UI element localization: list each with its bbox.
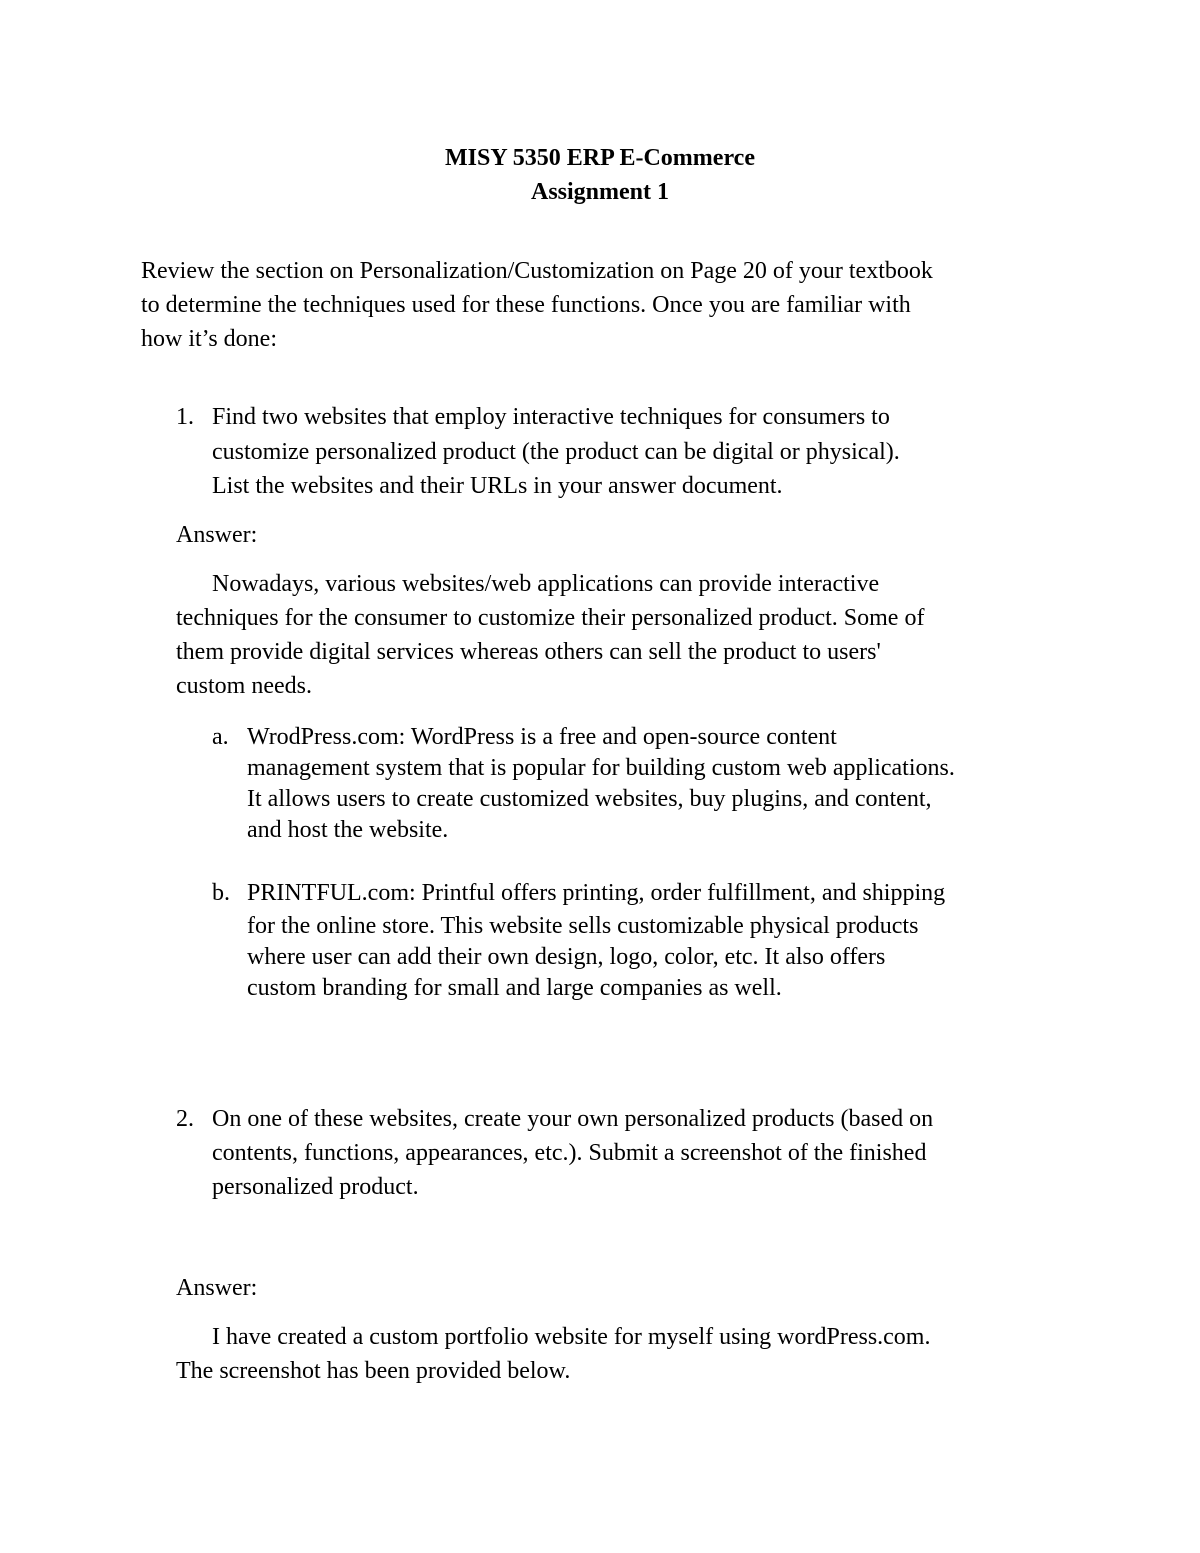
answer-line: them provide digital services whereas others can sell the product to users' <box>176 639 881 665</box>
list-marker: 2. <box>176 1106 194 1132</box>
question-line: personalized product. <box>212 1174 419 1200</box>
answer-label: Answer: <box>176 1275 258 1301</box>
answer-line: custom needs. <box>176 673 312 699</box>
sub-item-line: WrodPress.com: WordPress is a free and open-source content <box>247 724 837 750</box>
question-line: contents, functions, appearances, etc.). Submit a screenshot of the finished <box>212 1140 927 1166</box>
document-subtitle: Assignment 1 <box>530 179 669 205</box>
sub-item-marker: b. <box>212 880 230 906</box>
intro-line: Review the section on Personalization/Customization on Page 20 of your textbook <box>141 258 933 284</box>
question-line: customize personalized product (the product can be digital or physical). <box>212 439 900 465</box>
answer-line: I have created a custom portfolio website for myself using wordPress.com. <box>212 1324 931 1350</box>
sub-item-marker: a. <box>212 724 229 750</box>
sub-item-line: where user can add their own design, logo, color, etc. It also offers <box>247 944 886 970</box>
list-marker: 1. <box>176 404 194 430</box>
document-title: MISY 5350 ERP E-Commerce <box>445 145 755 171</box>
sub-item-line: and host the website. <box>247 817 449 843</box>
sub-item-line: PRINTFUL.com: Printful offers printing, order fulfillment, and shipping <box>247 880 946 906</box>
answer-line: techniques for the consumer to customize their personalized product. Some of <box>176 605 925 631</box>
answer-line: Nowadays, various websites/web applications can provide interactive <box>212 571 880 597</box>
sub-item-line: custom branding for small and large companies as well. <box>247 975 782 1001</box>
sub-item-line: management system that is popular for building custom web applications. <box>247 755 955 781</box>
answer-line: The screenshot has been provided below. <box>176 1358 571 1384</box>
intro-line: to determine the techniques used for these functions. Once you are familiar with <box>141 292 911 318</box>
question-line: Find two websites that employ interactive techniques for consumers to <box>212 404 890 430</box>
question-line: On one of these websites, create your own personalized products (based on <box>212 1106 934 1132</box>
answer-label: Answer: <box>176 522 258 548</box>
intro-line: how it’s done: <box>141 326 277 352</box>
sub-item-line: for the online store. This website sells customizable physical products <box>247 913 919 939</box>
sub-item-line: It allows users to create customized websites, buy plugins, and content, <box>247 786 932 812</box>
question-line: List the websites and their URLs in your answer document. <box>212 473 783 499</box>
